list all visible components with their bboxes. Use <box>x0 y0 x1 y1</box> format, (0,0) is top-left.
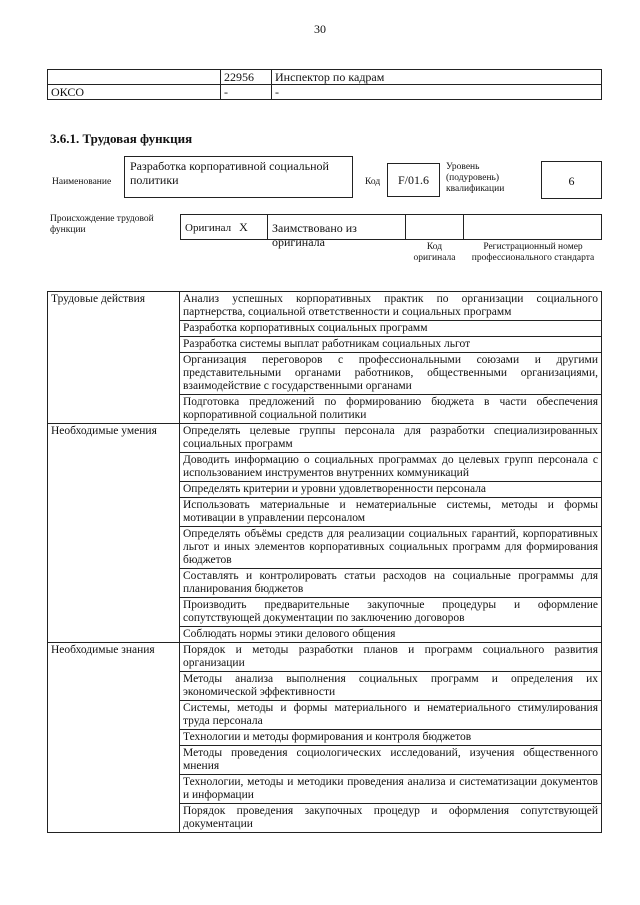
original-code-caption: Код оригинала <box>413 242 456 263</box>
original-mark: X <box>239 220 248 234</box>
list-item: Анализ успешных корпоративных практик по организации социального партнерства, социальной ответственности и социальных программ <box>180 292 602 321</box>
list-item: Методы проведения социологических исследований, изучения общественного мнения <box>180 746 602 775</box>
table-row <box>48 424 602 453</box>
table-row <box>48 292 602 321</box>
table-cell: - <box>272 85 602 100</box>
table-cell: Инспектор по кадрам <box>272 70 602 85</box>
list-item: Подготовка предложений по формированию бюджета в части обеспечения корпоративной социальной политики <box>180 395 602 424</box>
table-row <box>48 70 602 85</box>
section-title: 3.6.1. Трудовая функция <box>50 131 193 146</box>
table-cell: - <box>221 85 272 100</box>
table-cell <box>48 70 221 85</box>
borrowed-box: Заимствовано из оригинала <box>267 214 406 240</box>
origin-label: Происхождение трудовой функции <box>50 214 154 235</box>
list-item: Определять объёмы средств для реализации социальных гарантий, корпоративных льгот и иных элементов корпоративных социальных программ для формирования бюджетов <box>180 527 602 569</box>
function-details-table <box>47 291 602 833</box>
list-item: Доводить информацию о социальных программах до целевых групп персонала с использованием инструментов внутренних коммуникаций <box>180 453 602 482</box>
list-item: Системы, методы и формы материального и нематериального стимулирования труда персонала <box>180 701 602 730</box>
list-item: Разработка системы выплат работникам социальных льгот <box>180 337 602 353</box>
original-label: Оригинал <box>185 222 232 234</box>
registration-number-box <box>463 214 602 240</box>
list-item: Определять критерии и уровни удовлетворенности персонала <box>180 482 602 498</box>
occupation-codes-table <box>47 69 602 100</box>
function-code-box: F/01.6 <box>387 163 440 197</box>
original-code-box <box>405 214 464 240</box>
name-label: Наименование <box>52 177 112 187</box>
list-item: Организация переговоров с профессиональными союзами и другими представительными органами работников, общественными организациями, взаимодействие с государственными органами <box>180 353 602 395</box>
page-number: 30 <box>314 22 326 36</box>
table-cell: 22956 <box>221 70 272 85</box>
section-title-knowledge: Необходимые знания <box>48 643 180 833</box>
list-item: Разработка корпоративных социальных программ <box>180 321 602 337</box>
table-row <box>48 643 602 672</box>
section-title-actions: Трудовые действия <box>48 292 180 424</box>
list-item: Производить предварительные закупочные процедуры и оформление сопутствующей документации по заключению договоров <box>180 598 602 627</box>
list-item: Методы анализа выполнения социальных программ и определения их экономической эффективности <box>180 672 602 701</box>
registration-number-caption: Регистрационный номер профессионального стандарта <box>471 242 595 263</box>
function-name-box: Разработка корпоративной социальной политики <box>124 156 353 198</box>
list-item: Составлять и контролировать статьи расходов на социальные программы для планирования бюджетов <box>180 569 602 598</box>
list-item: Технологии и методы формирования и контроля бюджетов <box>180 730 602 746</box>
section-title-skills: Необходимые умения <box>48 424 180 643</box>
code-label: Код <box>365 177 381 187</box>
level-value-box: 6 <box>541 161 602 199</box>
list-item: Технологии, методы и методики проведения анализа и систематизации документов и информации <box>180 775 602 804</box>
list-item: Использовать материальные и нематериальные системы, методы и формы мотивации в управлении персоналом <box>180 498 602 527</box>
level-label: Уровень (подуровень) квалификации <box>446 162 505 194</box>
list-item: Порядок проведения закупочных процедур и оформления сопутствующей документации <box>180 804 602 833</box>
list-item: Определять целевые группы персонала для разработки специализированных социальных программ <box>180 424 602 453</box>
table-row <box>48 85 602 100</box>
list-item: Порядок и методы разработки планов и программ социального развития организации <box>180 643 602 672</box>
list-item: Соблюдать нормы этики делового общения <box>180 627 602 643</box>
original-box <box>180 214 268 240</box>
table-cell: ОКСО <box>48 85 221 100</box>
